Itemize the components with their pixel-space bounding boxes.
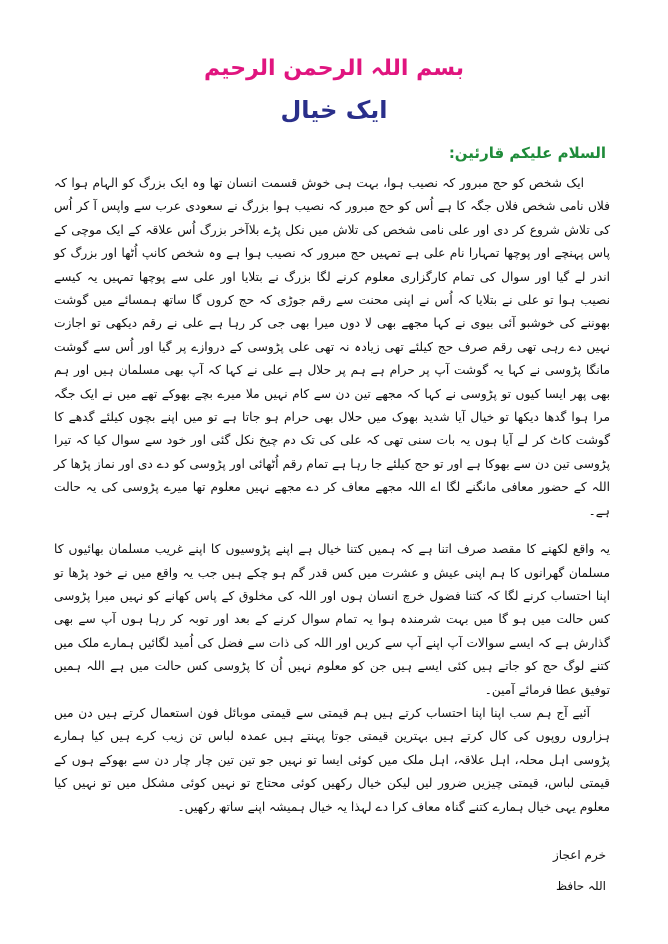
author-name: خرم اعجاز bbox=[553, 848, 606, 862]
greeting-line: السلام علیکم قارئین: bbox=[448, 144, 606, 162]
page-title: ایک خیال bbox=[280, 96, 388, 124]
paragraph-purpose: یہ واقع لکھنے کا مقصد صرف اتنا ہے کہ ہمیں کتنا خیال ہے اپنے پڑوسیوں کا اپنے غریب مسلمان بھائیوں کا مسلمان گھرانوں کا ہم اپنی عیش و عشرت میں کس قدر گم ہو چکے ہیں جب یہ واقع میں نے خود پڑھا تو اپنا احتساب کرنے لگا کہ کتنا فضول خرچ انسان ہوں اور اللہ کی مخلوق کے پاس کھانے کو نہیں میرا پڑوسی کس حالت میں ہو گا میں بہت شرمندہ ہوا یہ تمام سوال کرنے کے بعد اور توبہ کر رہا ہوں آپ سے بھی گذارش ہے کہ ایسے سوالات آپ اپنے آپ سے کریں اور اللہ کی ذات سے فضل کی اُمید لگائیں ہمارے ملک میں کتنے لوگ حج کو جاتے ہیں کئی ایسے ہیں جن کو معلوم نہیں اُن کا پڑوسی کس حالت میں ہے اللہ ہمیں توفیق عطا فرمائے آمین۔ bbox=[54, 542, 610, 697]
bismillah-heading: بسم اللہ الرحمن الرحیم bbox=[203, 56, 464, 81]
closing-farewell: اللہ حافظ bbox=[555, 879, 606, 893]
paragraph-story: ایک شخص کو حج مبرور کہ نصیب ہوا، بہت ہی خوش قسمت انسان تھا وہ ایک بزرگ کو الہام ہوا کہ فلاں نامی شخص فلاں جگہ کا ہے اُس کو حج مبرور کہ نصیب ہوا بزرگ نے سعودی عرب سے واپس آ کر اُس کی تلاش شروع کر دی اور علی نامی شخص کی تلاش میں نکل پڑے بلاآخر بزرگ اُس علاقہ کے ایک موچی کے پاس پہنچے اور پوچھا تمہارا نام علی ہے تمہیں حج مبرور کہ نصیب ہوا ہے وہ شخص کانپ اُٹھا اور بزرگ کو اندر لے گیا اور سوال کی تمام کارگزاری معلوم کرنے لگا بزرگ نے بتلایا اور علی سے پوچھا تمہیں یہ کیسے نصیب ہوا تو علی نے بتلایا کہ اُس نے اپنی محنت سے رقم جوڑی کہ حج کروں گا ساتھ ہمسائے میں گوشت بھوننے کی خوشبو آئی بیوی نے کہا مجھے بھی لا دوں میرا بھی جی کر رہا ہے علی نے رقم دیکھی تو اجازت نہیں دے رہی تھی رقم صرف حج کیلئے تھی زیادہ نہ تھی علی پڑوسی کے دروازے پر گیا اور اُس سے گوشت مانگا پڑوسی نے کہا یہ گوشت آپ پر حرام ہے ہم پر حلال ہے علی نے کہا کہ آپ بھی مسلمان ہیں اور ہم بھی پھر ایسا کیوں تو پڑوسی نے کہا کہ مجھے تین دن سے کام نہیں ملا میرے بچے بھوکے تھے میں نے ایک جگہ مرا ہوا گدھا دیکھا تو خیال آیا شدید بھوک میں حلال بھی حرام ہو جاتا ہے تو میں اپنے بچوں کیلئے گدھے کا گوشت کاٹ کر لے آیا ہوں یہ بات سنی تھی کہ علی کی تک دم چیخ نکل گئی اور خود سے سوال کیا کہ تیرا پڑوسی تین دن سے بھوکا ہے اور تو حج کیلئے جا رہا ہے تمام رقم اُٹھائی اور پڑوسی کو دے دی اور نماز پڑھا کر اللہ کے حضور معافی مانگنے لگا اے اللہ مجھے معاف کر دے مجھے نہیں معلوم تھا میرے پڑوسی کی یہ حالت ہے۔ bbox=[54, 176, 610, 518]
paragraph-appeal: آئیے آج ہم سب اپنا اپنا احتساب کرتے ہیں ہم قیمتی سے قیمتی موبائل فون استعمال کرتے ہیں دن میں ہزاروں روپوں کی کال کرتے ہیں بہترین قیمتی جوتا پہنتے ہیں عمدہ لباس تن زیب کرے ہیں کیا ہمارے پڑوسی اہل محلہ، اہل علاقہ، اہل ملک میں کوئی ایسا تو نہیں جو تین تین چار چار دن سے بھوکے ہوں کے قیمتی لباس، قیمتی چیزیں ضرور لیں لیکن خیال رکھیں کوئی محتاج تو نہیں کوئی مشکل میں تو نہیں کیا معلوم یہی خیال ہمارے کتنے گناہ معاف کرا دے لہذا یہ خیال ہمیشہ اپنے ساتھ رکھیں۔ bbox=[54, 705, 610, 814]
article-body bbox=[54, 172, 610, 819]
